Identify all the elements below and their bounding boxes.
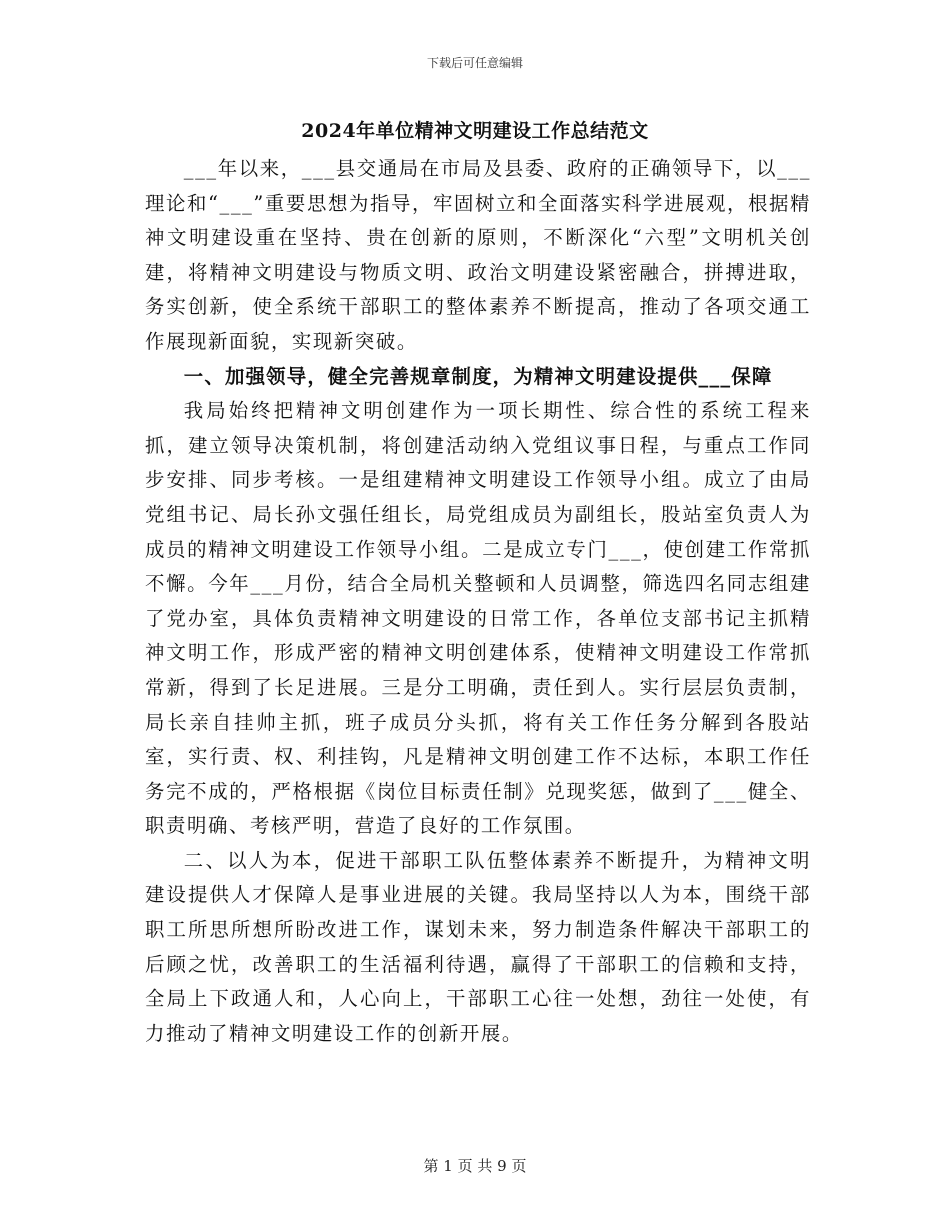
header-note: 下载后可任意编辑 <box>426 56 523 70</box>
paragraph-intro: ___年以来，___县交通局在市局及县委、政府的正确领导下，以___理论和“___”重要思想为指导，牢固树立和全面落实科学进展观，根据精神文明建设重在坚持、贵在创新的原则，不断深化“六型”文明机关创建，将精神文明建设与物质文明、政治文明建设紧密融合，拼搏进取，务实创新，使全系统干部职工的整体素养不断提高，推动了各项交通工作展现新面貌，实现新突破。 <box>145 157 811 353</box>
paragraph-section-1: 我局始终把精神文明创建作为一项长期性、综合性的系统工程来抓，建立领导决策机制，将创建活动纳入党组议事日程，与重点工作同步安排、同步考核。一是组建精神文明建设工作领导小组。成立了由局党组书记、局长孙文强任组长，局党组成员为副组长，股站室负责人为成员的精神文明建设工作领导小组。二是成立专门___，使创建工作常抓不懈。今年___月份，结合全局机关整顿和人员调整，筛选四名同志组建了党办室，具体负责精神文明建设的日常工作，各单位支部书记主抓精神文明工作，形成严密的精神文明创建体系，使精神文明建设工作常抓常新，得到了长足进展。三是分工明确，责任到人。实行层层负责制，局长亲自挂帅主抓，班子成员分头抓，将有关工作任务分解到各股站室，实行责、权、利挂钩，凡是精神文明创建工作不达标，本职工作任务完不成的，严格根据《岗位目标责任制》兑现奖惩，做到了___健全、职责明确、考核严明，营造了良好的工作氛围。 <box>145 399 811 838</box>
document-title: 2024年单位精神文明建设工作总结范文 <box>301 120 649 142</box>
document-body <box>145 152 811 1051</box>
section-heading-1: 一、加强领导，健全完善规章制度，为精神文明建设提供___保障 <box>183 364 773 388</box>
paragraph-section-2: 二、以人为本，促进干部职工队伍整体素养不断提升，为精神文明建设提供人才保障人是事业进展的关键。我局坚持以人为本，围绕干部职工所思所想所盼改进工作，谋划未来，努力制造条件解决干部职工的后顾之忧，改善职工的生活福利待遇，赢得了干部职工的信赖和支持，全局上下政通人和，人心向上，干部职工心往一处想，劲往一处使，有力推动了精神文明建设工作的创新开展。 <box>145 848 811 1045</box>
page-indicator: 第 1 页 共 9 页 <box>423 1157 527 1175</box>
